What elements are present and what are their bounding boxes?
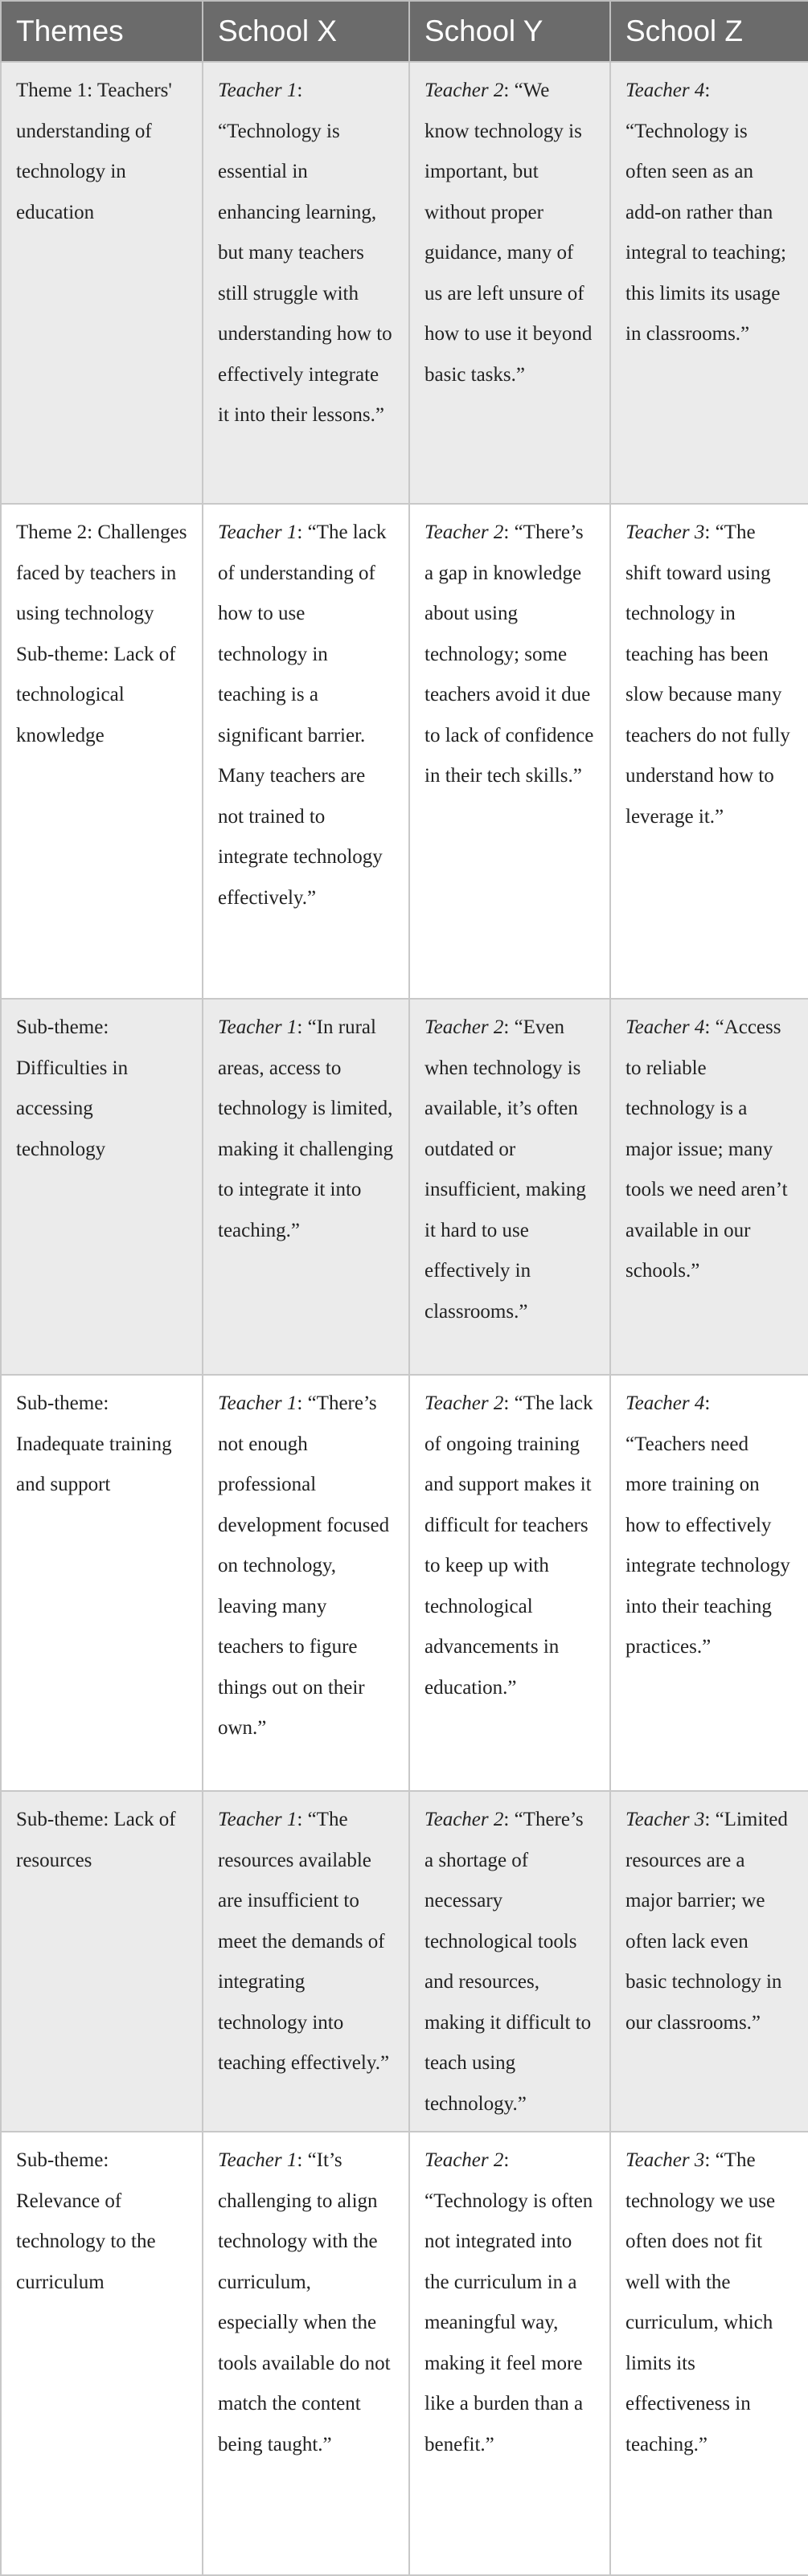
table-row xyxy=(1,504,808,999)
school-z-cell xyxy=(610,504,808,999)
theme-cell xyxy=(1,2132,203,2575)
teacher-name: Teacher 4 xyxy=(625,1392,705,1414)
school-z-cell xyxy=(610,62,808,504)
teacher-name: Teacher 3 xyxy=(625,2149,705,2171)
school-y-cell xyxy=(409,1791,610,2132)
quote-text: : “In rural areas, access to technology is limited, making it challenging to integrate it into teaching.” xyxy=(218,1016,394,1241)
teacher-name: Teacher 1 xyxy=(218,80,297,101)
quote-text: : “Teachers need more training on how to effectively integrate technology into their teaching practices.” xyxy=(625,1392,790,1658)
quote-text: : “It’s challenging to align technology with the curriculum, especially when the tools available do not match the content being taught.” xyxy=(218,2149,391,2455)
theme-cell xyxy=(1,1375,203,1791)
theme-text: Sub-theme: Relevance of technology to the curriculum xyxy=(16,2149,156,2293)
teacher-name: Teacher 2 xyxy=(425,80,504,101)
quote-text: : “The lack of understanding of how to use technology in teaching is a significant barrier. Many teachers are not trained to integrate technology effectively.” xyxy=(218,521,387,909)
teacher-name: Teacher 2 xyxy=(425,1016,504,1038)
quote-text: : “We know technology is important, but without proper guidance, many of us are left unsure of how to use it beyond basic tasks.” xyxy=(425,80,593,386)
school-y-cell xyxy=(409,62,610,504)
quote-text: : “The resources available are insufficient to meet the demands of integrating technology into teaching effectively.” xyxy=(218,1809,390,2074)
header-school-x: School X xyxy=(203,1,409,62)
theme-cell xyxy=(1,62,203,504)
teacher-name: Teacher 3 xyxy=(625,1809,705,1830)
school-z-cell xyxy=(610,2132,808,2575)
quote-text: : “Technology is often not integrated into the curriculum in a meaningful way, making it feel more like a burden than a benefit.” xyxy=(425,2149,593,2455)
table-row xyxy=(1,1375,808,1791)
teacher-name: Teacher 2 xyxy=(425,2149,504,2171)
table-row xyxy=(1,999,808,1375)
quote-text: : “There’s not enough professional development focused on technology, leaving many teachers to figure things out on their own.” xyxy=(218,1392,390,1739)
theme-text: Theme 2: Challenges faced by teachers in using technology xyxy=(16,521,187,624)
header-themes: Themes xyxy=(1,1,203,62)
teacher-name: Teacher 1 xyxy=(218,2149,297,2171)
school-z-cell xyxy=(610,999,808,1375)
school-x-cell xyxy=(203,999,409,1375)
quote-text: : “The technology we use often does not fit well with the curriculum, which limits its effectiveness in teaching.” xyxy=(625,2149,776,2455)
teacher-name: Teacher 4 xyxy=(625,80,705,101)
quote-text: : “There’s a shortage of necessary technological tools and resources, making it difficult to teach using technology.” xyxy=(425,1809,592,2115)
theme-cell xyxy=(1,504,203,999)
teacher-name: Teacher 1 xyxy=(218,1809,297,1830)
school-x-cell xyxy=(203,1791,409,2132)
theme-cell xyxy=(1,1791,203,2132)
quote-text: : “Access to reliable technology is a major issue; many tools we need aren’t available in our schools.” xyxy=(625,1016,788,1282)
teacher-name: Teacher 1 xyxy=(218,1392,297,1414)
quote-text: : “There’s a gap in knowledge about using technology; some teachers avoid it due to lack of confidence in their tech skills.” xyxy=(425,521,594,787)
quote-text: : “Even when technology is available, it’s often outdated or insufficient, making it hard to use effectively in classrooms.” xyxy=(425,1016,586,1323)
theme-text: Sub-theme: Difficulties in accessing technology xyxy=(16,1016,129,1160)
header-school-z: School Z xyxy=(610,1,808,62)
teacher-name: Teacher 3 xyxy=(625,521,705,543)
school-y-cell xyxy=(409,1375,610,1791)
teacher-name: Teacher 2 xyxy=(425,521,504,543)
teacher-name: Teacher 1 xyxy=(218,521,297,543)
header-school-y: School Y xyxy=(409,1,610,62)
school-x-cell xyxy=(203,1375,409,1791)
school-z-cell xyxy=(610,1791,808,2132)
table-row xyxy=(1,62,808,504)
school-z-cell xyxy=(610,1375,808,1791)
theme-text: Sub-theme: Lack of resources xyxy=(16,1809,176,1871)
teacher-name: Teacher 2 xyxy=(425,1809,504,1830)
school-y-cell xyxy=(409,504,610,999)
teacher-name: Teacher 1 xyxy=(218,1016,297,1038)
teacher-name: Teacher 2 xyxy=(425,1392,504,1414)
school-y-cell xyxy=(409,2132,610,2575)
theme-text: Sub-theme: Inadequate training and support xyxy=(16,1392,172,1495)
school-x-cell xyxy=(203,504,409,999)
subtheme-text: Sub-theme: Lack of technological knowledge xyxy=(16,643,176,746)
theme-cell xyxy=(1,999,203,1375)
quote-text: : “Technology is often seen as an add-on rather than integral to teaching; this limits its usage in classrooms.” xyxy=(625,80,786,345)
school-y-cell xyxy=(409,999,610,1375)
teacher-name: Teacher 4 xyxy=(625,1016,705,1038)
quote-text: : “Limited resources are a major barrier; we often lack even basic technology in our classrooms.” xyxy=(625,1809,788,2034)
table-row xyxy=(1,1791,808,2132)
header-row xyxy=(1,1,808,62)
quote-text: : “The shift toward using technology in teaching has been slow because many teachers do not fully understand how to leverage it.” xyxy=(625,521,790,828)
quote-text: : “Technology is essential in enhancing learning, but many teachers still struggle with understanding how to effectively integrate it into their lessons.” xyxy=(218,80,392,426)
table-row xyxy=(1,2132,808,2575)
quote-text: : “The lack of ongoing training and support makes it difficult for teachers to keep up with technological advancements in education.” xyxy=(425,1392,593,1699)
school-x-cell xyxy=(203,62,409,504)
theme-text: Theme 1: Teachers' understanding of technology in education xyxy=(16,80,172,223)
school-x-cell xyxy=(203,2132,409,2575)
